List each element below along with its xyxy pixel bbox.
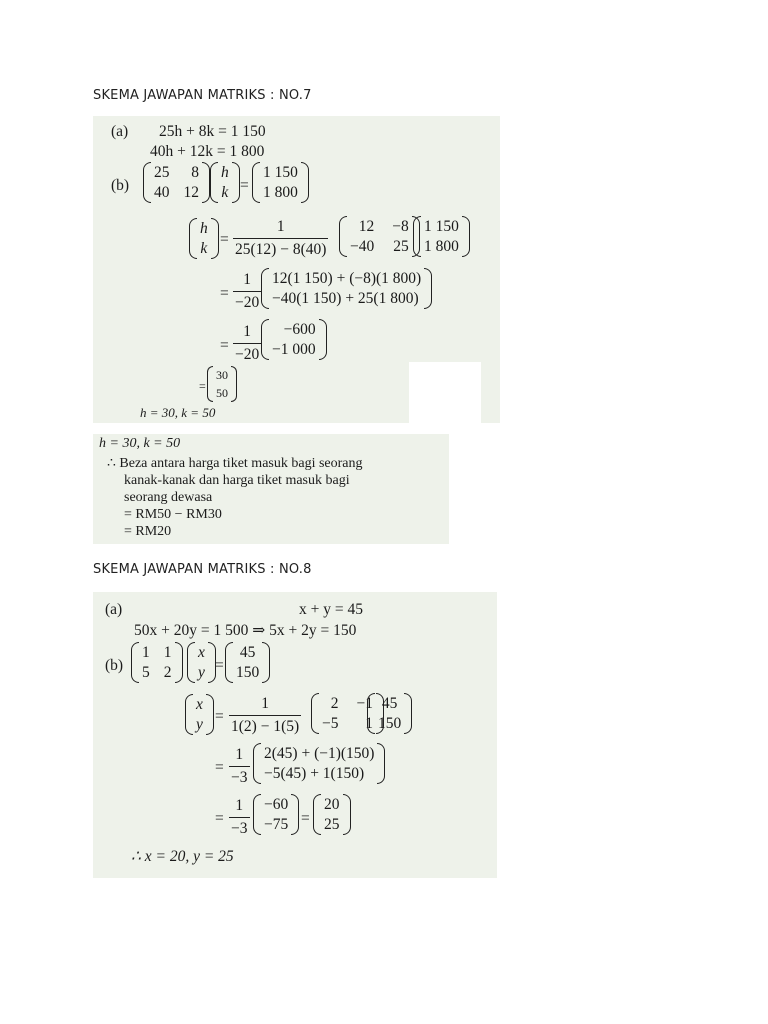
- equals-sign: =: [215, 759, 224, 776]
- conclusion-line: = RM20: [124, 524, 172, 539]
- q8-solution-scan: [93, 592, 497, 878]
- matrix-cell: k: [221, 183, 229, 201]
- equals-sign: =: [240, 177, 249, 194]
- q8-part-a-label: (a): [105, 601, 123, 618]
- q8-step3-matrix: [253, 794, 299, 835]
- matrix-cell: −1 000: [272, 340, 316, 358]
- conclusion-line: kanak-kanak dan harga tiket masuk bagi: [124, 473, 350, 488]
- q8-equation-1: x + y = 45: [299, 601, 363, 618]
- conclusion-line: seorang dewasa: [124, 490, 213, 505]
- equals-sign: =: [199, 379, 206, 393]
- q8-rhs-matrix: [225, 642, 270, 683]
- q7-part-b-label: (b): [111, 177, 130, 194]
- fraction-numerator: 1: [235, 797, 244, 814]
- matrix-cell: 40: [154, 183, 170, 201]
- q8-part-b-label: (b): [105, 657, 124, 674]
- equals-sign: =: [215, 657, 224, 674]
- q7-coefficient-matrix: [143, 162, 210, 203]
- q8-variable-matrix: [187, 642, 216, 683]
- matrix-cell: 5: [142, 663, 150, 681]
- matrix-cell: −40: [350, 237, 375, 255]
- matrix-cell: 2(45) + (−1)(150): [264, 745, 375, 762]
- matrix-cell: −75: [264, 815, 289, 833]
- matrix-cell: 1: [163, 644, 172, 661]
- matrix-cell: 1: [365, 714, 373, 732]
- q7-solution-scan: [93, 116, 500, 423]
- q7-step2-matrix: [261, 268, 432, 309]
- matrix-cell: 50: [216, 386, 228, 400]
- matrix-cell: 12: [358, 218, 375, 235]
- matrix-cell: 8: [191, 164, 199, 181]
- q7-result-matrix: [207, 366, 237, 402]
- fraction-numerator: 1: [243, 323, 251, 340]
- matrix-cell: 12: [183, 183, 199, 201]
- matrix-cell: h: [200, 220, 208, 237]
- q8-equation-2: 50x + 20y = 1 500 ⇒ 5x + 2y = 150: [134, 622, 357, 639]
- matrix-cell: x: [196, 696, 203, 713]
- fraction-denominator: −20: [235, 345, 260, 363]
- matrix-cell: h: [221, 164, 229, 181]
- matrix-cell: 25: [154, 164, 170, 181]
- matrix-cell: −8: [392, 218, 409, 235]
- q8-unknown-vector: [185, 694, 214, 735]
- q7-heading: SKEMA JAWAPAN MATRIKS : NO.7: [93, 88, 312, 103]
- scan-white-patch: [409, 362, 481, 423]
- conclusion-line: h = 30, k = 50: [99, 436, 181, 451]
- q7-result-line: h = 30, k = 50: [140, 405, 216, 420]
- q8-step2-fraction: [229, 747, 250, 785]
- matrix-cell: −1: [356, 695, 373, 712]
- matrix-cell: 2: [163, 663, 172, 681]
- fraction-numerator: 1: [243, 271, 251, 288]
- fraction-denominator: −3: [231, 768, 248, 786]
- matrix-cell: 150: [236, 663, 260, 681]
- equals-sign: =: [301, 810, 310, 827]
- equals-sign: =: [215, 810, 224, 827]
- matrix-cell: 45: [239, 644, 256, 661]
- matrix-cell: 1 800: [424, 237, 459, 255]
- q7-conclusion-scan: [93, 434, 449, 544]
- matrix-cell: 1 800: [263, 183, 298, 201]
- q8-final-matrix: [313, 794, 351, 835]
- matrix-cell: −600: [283, 321, 316, 338]
- matrix-cell: 25: [393, 237, 409, 255]
- matrix-cell: 1: [142, 644, 150, 661]
- fraction-numerator: 1: [276, 218, 285, 235]
- q8-step2-matrix: [253, 743, 385, 784]
- q7-equation-2: 40h + 12k = 1 800: [150, 143, 265, 160]
- q7-step3-fraction: [233, 324, 261, 362]
- matrix-cell: −40(1 150) + 25(1 800): [272, 289, 419, 307]
- matrix-cell: 12(1 150) + (−8)(1 800): [272, 270, 422, 287]
- equals-sign: =: [220, 231, 229, 248]
- matrix-cell: −5(45) + 1(150): [264, 764, 365, 782]
- matrix-cell: y: [196, 715, 203, 733]
- q7-unknown-vector: [189, 218, 219, 259]
- q7-variable-matrix: [210, 162, 240, 203]
- equals-sign: =: [220, 337, 229, 354]
- q7-step3-matrix: [261, 319, 327, 360]
- fraction-denominator: 25(12) − 8(40): [235, 240, 327, 258]
- q8-result-line: ∴ x = 20, y = 25: [131, 848, 234, 865]
- matrix-cell: 25: [324, 815, 340, 833]
- q7-rhs-matrix: [252, 162, 309, 203]
- conclusion-line: ∴ Beza antara harga tiket masuk bagi seorang: [107, 456, 363, 471]
- equals-sign: =: [220, 285, 229, 302]
- fraction-denominator: −20: [235, 293, 260, 311]
- q8-heading: SKEMA JAWAPAN MATRIKS : NO.8: [93, 562, 312, 577]
- conclusion-line: = RM50 − RM30: [124, 507, 222, 522]
- matrix-cell: −5: [322, 714, 339, 732]
- fraction-denominator: −3: [231, 819, 248, 837]
- q7-determinant-fraction: [233, 219, 328, 257]
- q7-part-a-label: (a): [111, 123, 129, 140]
- q7-rhs-matrix-2: [413, 216, 470, 257]
- matrix-cell: 20: [324, 796, 340, 813]
- matrix-cell: x: [198, 644, 205, 661]
- fraction-denominator: 1(2) − 1(5): [231, 717, 300, 735]
- matrix-cell: 30: [216, 368, 228, 382]
- equals-sign: =: [215, 708, 224, 725]
- matrix-cell: 1 150: [263, 164, 298, 181]
- matrix-cell: k: [200, 239, 208, 257]
- matrix-cell: y: [198, 663, 205, 681]
- matrix-cell: −60: [264, 796, 289, 813]
- matrix-cell: 1 150: [424, 218, 459, 235]
- q8-rhs-matrix-2: [367, 693, 412, 734]
- fraction-numerator: 1: [261, 695, 269, 712]
- matrix-cell: 2: [330, 695, 339, 712]
- matrix-cell: 45: [381, 695, 398, 712]
- matrix-cell: 150: [378, 714, 402, 732]
- q8-coefficient-matrix: [131, 642, 183, 683]
- q8-step3-fraction: [229, 798, 250, 836]
- q7-equation-1: 25h + 8k = 1 150: [159, 123, 266, 140]
- q7-inverse-matrix: [339, 216, 420, 257]
- fraction-numerator: 1: [235, 746, 244, 763]
- q7-step2-fraction: [233, 272, 261, 310]
- q8-determinant-fraction: [229, 696, 301, 734]
